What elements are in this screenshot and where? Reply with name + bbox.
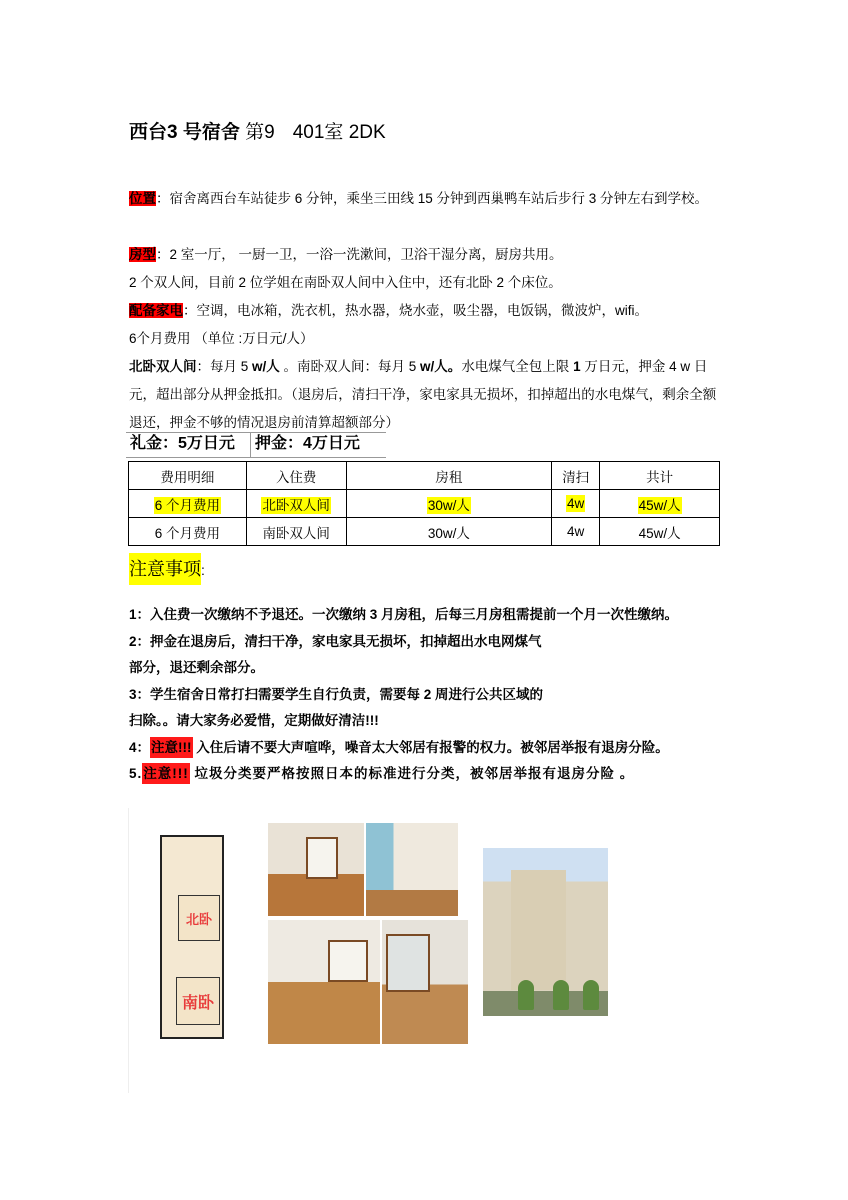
alert-label: 注意!!! [142, 763, 190, 784]
notice-item [129, 735, 739, 762]
page-title [129, 117, 386, 144]
notice-list [129, 602, 739, 788]
cell-text: 45w/人 [638, 497, 681, 513]
photo-bedroom-2 [382, 920, 468, 1044]
notice-item: 1：入住费一次缴纳不予退还。一次缴纳 3 月房租，后每三月房租需提前一个月一次性缴纳。 [129, 607, 679, 622]
cell-text: 4w [567, 496, 585, 511]
floor-plan-north-room [178, 895, 220, 941]
notice-item: 2：押金在退房后，清扫干净，家电家具无损坏，扣掉超出水电网煤气 [129, 633, 542, 649]
room-occupancy-text: 2 个双人间，目前 2 位学姐在南卧双人间中入住中，还有北卧 2 个床位。 [129, 275, 562, 290]
table-cell: 45w/人 [600, 518, 720, 546]
notice-text: 入住后请不要大声喧哗，噪音太大邻居有报警的权力。被邻居举报有退房分险。 [192, 739, 669, 755]
cost-unit-text: 6个月费用 （单位 :万日元/人） [129, 331, 314, 346]
room-type-label: 房型 [129, 247, 156, 262]
south-rent-text: 。南卧双人间：每月 5 [279, 359, 421, 374]
north-room-label: 北卧 [185, 911, 212, 927]
cell-text: 6 个月费用 [154, 497, 221, 513]
notice-item: 部分，退还剩余部分。 [129, 660, 264, 675]
cell-text: 北卧双人间 [262, 497, 330, 513]
notice-item: 3：学生宿舍日常打扫需要学生自行负责，需要每 2 周进行公共区域的 [129, 686, 544, 702]
room-type-paragraph [129, 241, 729, 437]
table-cell: 4w [552, 518, 600, 546]
table-cell: 30w/人 [346, 518, 552, 546]
table-cell [346, 490, 552, 518]
window [328, 940, 368, 982]
title-dorm: 西台3 号宿舍 [129, 122, 240, 143]
table-header: 房租 [346, 462, 552, 490]
table-header: 清扫 [552, 462, 600, 490]
notice-colon: : [201, 562, 205, 578]
photo-collage [128, 808, 618, 1093]
utilities-text: 水电煤气全包上限 [461, 359, 574, 374]
table-header: 费用明细 [129, 462, 247, 490]
security-deposit: 押金：4万日元 [255, 435, 360, 452]
title-layout: 2DK [348, 122, 386, 143]
south-room-label: 南卧 [181, 994, 214, 1012]
appliances-text: ：空调，电冰箱，洗衣机，热水器，烧水壶，吸尘器，电饭锅，微波炉，wifi。 [183, 303, 648, 318]
table-cell: 6 个月费用 [129, 518, 247, 546]
table-cell [552, 490, 600, 518]
notice-number: 5. [129, 766, 143, 781]
utilities-limit: 1 [573, 359, 581, 374]
deposit-terms-text: 万日元，押金 4 w 日元，超出部分从押金抵扣。（退房后，清扫干净，家电家具无损坏，扣掉超出的水电煤气，剩余全额退还，押金不够的情况退房前清算超额部分） [129, 359, 717, 430]
tree [518, 980, 534, 1010]
table-cell [246, 490, 346, 518]
south-rent-unit: w/人。 [420, 359, 462, 374]
notice-heading [129, 549, 205, 589]
photo-bedroom-1 [268, 920, 380, 1044]
floor-plan-image [150, 825, 230, 1040]
notice-heading-text: 注意事项 [129, 553, 201, 585]
photo-washroom [366, 823, 458, 916]
notice-item: 扫除。。请大家务必爱惜，定期做好清洁!!! [129, 713, 379, 728]
location-label: 位置 [129, 191, 156, 206]
notice-item [129, 761, 739, 788]
appliances-label: 配备家电 [129, 303, 183, 318]
north-rent-unit: w/人 [252, 359, 280, 374]
tree [553, 980, 569, 1010]
location-paragraph [129, 185, 729, 213]
photo-living-room [268, 823, 364, 916]
cell-text: 30w/人 [427, 497, 470, 513]
table-header: 入住费 [246, 462, 346, 490]
photo-building-exterior [483, 848, 608, 1016]
north-rent-text: ：每月 5 [196, 359, 253, 374]
fee-table [128, 461, 720, 546]
notice-text: 垃圾分类要严格按照日本的标准进行分类，被邻居举报有退房分险 。 [189, 766, 635, 781]
title-room: 401室 [292, 122, 344, 143]
table-cell [129, 490, 247, 518]
location-text: ：宿舍离西台车站徒步 6 分钟，乘坐三田线 15 分钟到西巢鸭车站后步行 3 分钟左右到学校。 [156, 191, 709, 206]
deposit-summary [126, 432, 386, 458]
key-money: 礼金：5万日元 [126, 433, 251, 457]
room-type-text: ：2 室一厅， 一厨一卫，一浴一洗漱间，卫浴干湿分离，厨房共用。 [156, 247, 563, 262]
title-number: 第9 [245, 122, 275, 143]
north-room-label: 北卧双人间 [129, 359, 197, 374]
building-facade [511, 870, 566, 990]
table-row [129, 518, 720, 546]
floor-plan-south-room [176, 977, 220, 1025]
floor-plan-outline [160, 835, 224, 1039]
table-header: 共计 [600, 462, 720, 490]
notice-number: 4： [129, 739, 151, 755]
table-cell [600, 490, 720, 518]
tree [583, 980, 599, 1010]
alert-label: 注意!!! [150, 737, 193, 758]
table-cell: 南卧双人间 [246, 518, 346, 546]
sliding-door [306, 837, 338, 879]
table-header-row [129, 462, 720, 490]
table-row [129, 490, 720, 518]
balcony-door [386, 934, 430, 992]
